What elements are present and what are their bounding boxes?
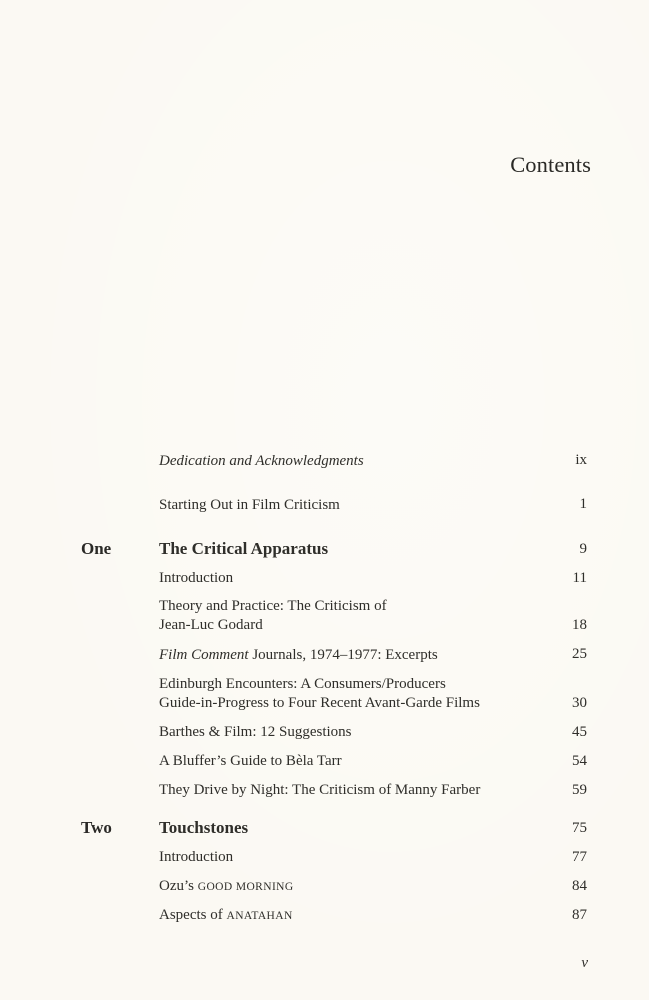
toc-part-title: The Critical Apparatus [159, 539, 329, 558]
toc-part-label: Two [81, 818, 112, 837]
toc-entry-page: 54 [572, 753, 587, 769]
toc-entry-title-film: GOOD MORNING [197, 881, 294, 893]
page-folio: v [581, 955, 588, 971]
toc-entry-page: 75 [572, 820, 587, 836]
toc-entry-title [159, 877, 519, 897]
page-title: Contents [510, 152, 591, 177]
toc-entry-title: They Drive by Night: The Criticism of Manny Farber [159, 782, 481, 798]
toc-entry-page: 1 [579, 496, 587, 512]
toc-part-label: One [81, 539, 112, 558]
toc-entry-page: 18 [572, 617, 587, 633]
toc-entry-page: 45 [572, 724, 587, 740]
toc-entry-title: Introduction [159, 570, 234, 586]
toc-entry-title-prefix: Ozu’s [159, 878, 198, 894]
toc-entry-title-rest: Journals, 1974–1977: Excerpts [248, 647, 438, 663]
toc-entry-page: ix [575, 452, 587, 468]
toc-entry-title-line: Theory and Practice: The Criticism of [159, 598, 387, 614]
toc-entry-page: 84 [572, 878, 587, 894]
toc-entry-title [159, 646, 539, 665]
toc-entry-title: Introduction [159, 849, 234, 865]
toc-entry-title-line: Jean-Luc Godard [159, 617, 263, 633]
toc-entry-title: Barthes & Film: 12 Suggestions [159, 724, 352, 740]
toc-part-title: Touchstones [159, 818, 249, 837]
toc-entry-title [159, 597, 539, 635]
toc-entry-title [159, 675, 559, 713]
toc-entry-title-italic: Film Comment [159, 647, 249, 663]
toc-entry-title: Starting Out in Film Criticism [159, 497, 340, 513]
toc-entry-title: Dedication and Acknowledgments [159, 453, 364, 469]
toc-entry-title-line: Edinburgh Encounters: A Consumers/Producers [159, 676, 446, 692]
toc-entry-page: 9 [579, 541, 587, 557]
toc-entry-title-prefix: Aspects of [159, 907, 227, 923]
toc-entry-page: 11 [572, 570, 587, 586]
toc-entry-page: 30 [572, 695, 587, 711]
toc-entry-page: 59 [572, 782, 587, 798]
toc-entry-page: 87 [572, 907, 587, 923]
toc-entry-page: 77 [572, 849, 587, 865]
toc-entry-title-line: Guide-in-Progress to Four Recent Avant-Garde Films [159, 695, 480, 711]
toc-entry-title: A Bluffer’s Guide to Bèla Tarr [159, 753, 342, 769]
toc-entry-page: 25 [572, 646, 587, 662]
toc-entry-title [159, 906, 519, 926]
toc-entry-title-film: ANATAHAN [226, 910, 293, 922]
